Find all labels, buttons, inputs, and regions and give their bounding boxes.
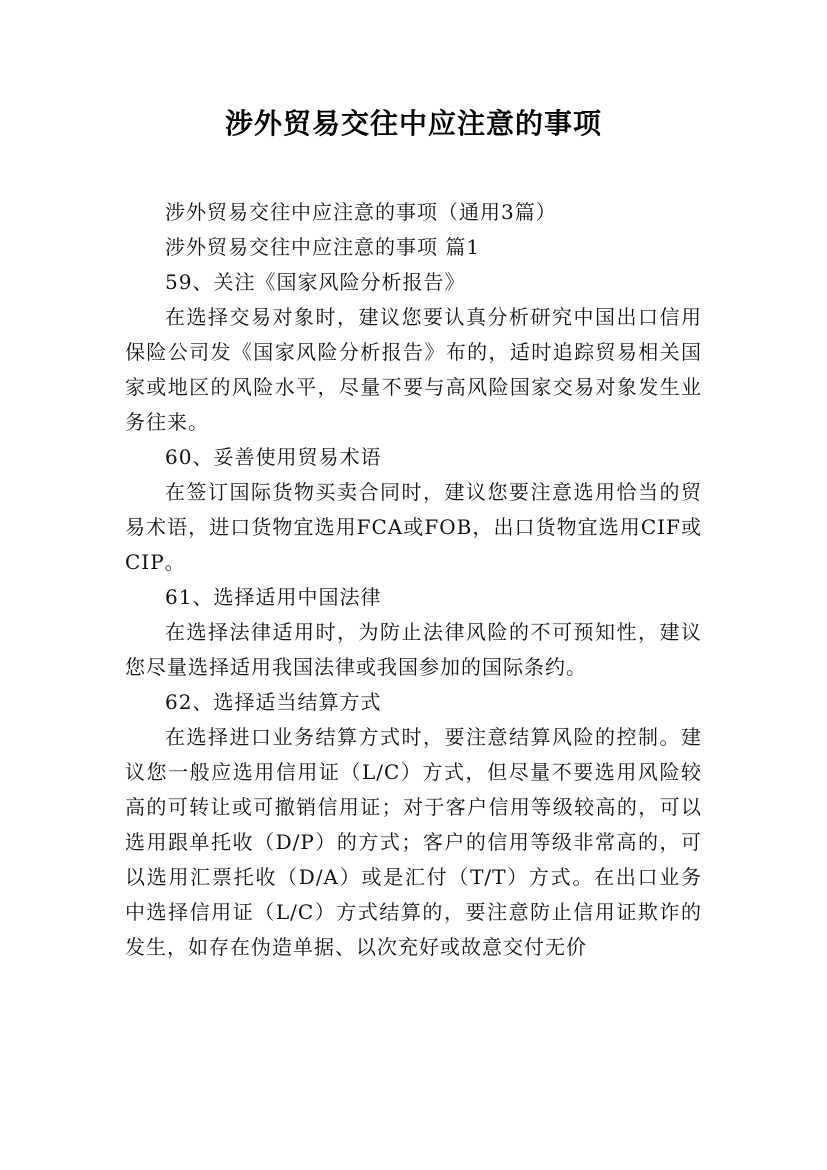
- paragraph-item-59-heading: 59、关注《国家风险分析报告》: [165, 270, 466, 294]
- paragraph-subtitle: 涉外贸易交往中应注意的事项（通用3篇）: [165, 200, 557, 224]
- paragraph-item-60-heading: 60、妥善使用贸易术语: [165, 445, 382, 469]
- paragraph-item-60-body: 在签订国际货物买卖合同时，建议您要注意选用恰当的贸易术语，进口货物宜选用FCA或FOB，出口货物宜选用CIF或CIP。: [125, 480, 702, 574]
- paragraph-item-61-body: 在选择法律适用时，为防止法律风险的不可预知性，建议您尽量选择适用我国法律或我国参加的国际条约。: [125, 620, 702, 679]
- paragraph-item-62-body: 在选择进口业务结算方式时，要注意结算风险的控制。建议您一般应选用信用证（L/C）方式，但尽量不要选用风险较高的可转让或可撤销信用证；对于客户信用等级较高的，可以选用跟单托收（D/P）的方式；客户的信用等级非常高的，可以选用汇票托收（D/A）或是汇付（T/T）方式。在出口业务中选择信用证（L/C）方式结算的，要注意防止信用证欺诈的发生，如存在伪造单据、以次充好或故意交付无价: [125, 725, 702, 959]
- document-body: [125, 195, 702, 965]
- document-title: 涉外贸易交往中应注意的事项: [224, 107, 602, 140]
- paragraph-item-59-body: 在选择交易对象时，建议您要认真分析研究中国出口信用保险公司发《国家风险分析报告》布的，适时追踪贸易相关国家或地区的风险水平，尽量不要与高风险国家交易对象发生业务往来。: [125, 305, 702, 434]
- paragraph-item-62-heading: 62、选择适当结算方式: [165, 690, 382, 714]
- paragraph-section-heading: 涉外贸易交往中应注意的事项 篇1: [165, 235, 481, 259]
- paragraph-item-61-heading: 61、选择适用中国法律: [165, 585, 382, 609]
